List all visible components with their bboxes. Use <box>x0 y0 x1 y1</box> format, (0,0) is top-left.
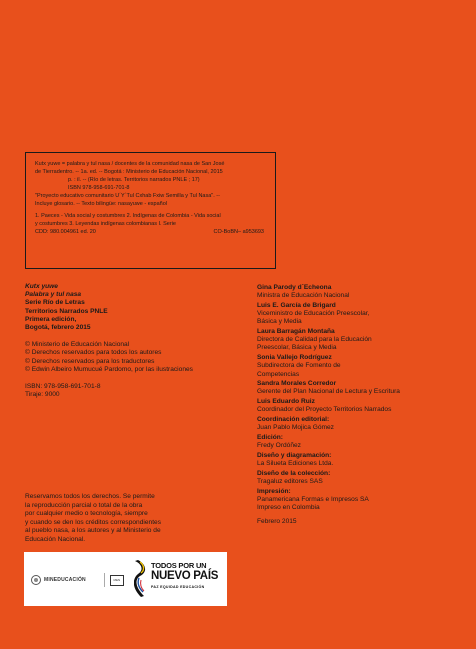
credit-name: Sonia Vallejo Rodríguez <box>257 354 332 362</box>
credit-role: Coordinador del Proyecto Territorios Narrados <box>257 406 392 414</box>
catalog-line: Kutx yuwe = palabra y tul nasa / docentes de la comunidad nasa de San José <box>35 161 225 167</box>
credit-name: Gina Parody d´Echeona <box>257 284 332 291</box>
logo-box <box>24 552 227 606</box>
copyright-line: © Ministerio de Educación Nacional <box>25 341 130 349</box>
edition-place-date: Bogotá, febrero 2015 <box>25 324 91 332</box>
catalog-line: Incluye glosario. -- Texto bilingüe: nasayuwe - español <box>35 201 167 207</box>
campaign-motto: PAZ EQUIDAD EDUCACIÓN <box>151 585 205 589</box>
edition-label: Primera edición, <box>25 315 77 323</box>
credit-name: Diseño de la colección: <box>257 469 331 477</box>
catalog-line: y costumbres 3. Leyendas indígenas colombianas I. Serie <box>35 221 176 227</box>
credit-entry <box>257 380 457 396</box>
flag-ribbon-icon <box>134 558 150 598</box>
copyright-line: © Edwin Albeiro Mumucué Pardomo, por las ilustraciones <box>25 365 193 373</box>
credit-entry <box>257 354 457 379</box>
credit-name: Diseño y diagramación: <box>257 451 332 459</box>
catalog-code: CO-BoBN– a953693 <box>213 229 264 235</box>
rights-notice <box>25 493 185 544</box>
collection-name: Territorios Narrados PNLE <box>25 307 108 315</box>
credit-entry <box>257 302 457 327</box>
campaign-line-1: TODOS POR UN <box>151 561 207 570</box>
catalog-line: p. : il. -- (Río de letras. Territorios narrados PNLE ; 17) <box>68 177 200 183</box>
copyright-line: © Derechos reservados para los traductores <box>25 357 155 365</box>
rights-line: Reservamos todos los derechos. Se permite <box>25 493 155 500</box>
catalog-isbn: ISBN 978-958-691-701-8 <box>68 185 130 191</box>
credit-role: Ministra de Educación Nacional <box>257 292 350 300</box>
logo-divider <box>104 573 105 587</box>
ministry-name: MINEDUCACIÓN <box>44 577 86 583</box>
credit-name: Coordinación editorial: <box>257 416 330 424</box>
rights-line: la reproducción parcial o total de la obra <box>25 501 143 509</box>
book-title: Kutx yuwe <box>25 283 58 290</box>
credit-name: Sandra Morales Corredor <box>257 380 337 388</box>
credit-name: Luis E. García de Brigard <box>257 301 336 309</box>
isbn: ISBN: 978-958-691-701-8 <box>25 383 101 391</box>
credit-entry <box>257 470 457 486</box>
rights-line: por cualquier medio o tecnología, siempre <box>25 510 148 517</box>
credit-entry <box>257 284 457 300</box>
emblem-icon: MEN <box>110 575 124 586</box>
credit-role: Panamericana Formas e Impresos SA <box>257 495 369 503</box>
credit-name: Edición: <box>257 433 284 441</box>
catalog-line: de Tierradentro. -- 1a. ed. -- Bogotá : Ministerio de Educación Nacional, 2015 <box>35 169 223 175</box>
rights-line: al pueblo nasa, a los autores y al Ministerio de <box>25 527 161 534</box>
credit-entry <box>257 434 457 450</box>
print-date: Febrero 2015 <box>257 517 297 525</box>
book-subtitle: Palabra y tul nasa <box>25 291 82 299</box>
credit-role: La Silueta Ediciones Ltda. <box>257 460 334 468</box>
credit-name: Luis Eduardo Ruiz <box>257 398 315 406</box>
credit-name: Laura Barragán Montaña <box>257 328 335 336</box>
credit-role: Directora de Calidad para la Educación Preescolar, Básica y Media <box>257 336 372 352</box>
credit-entry <box>257 488 457 513</box>
credit-entry <box>257 452 457 468</box>
edition-info <box>25 283 235 399</box>
rights-line: Educación Nacional. <box>25 535 86 543</box>
credit-role: Tragaluz editores SAS <box>257 477 323 485</box>
catalog-record <box>25 152 276 269</box>
copyright-line: © Derechos reservados para todos los autores <box>25 349 162 357</box>
credit-role: Subdirectora de Fomento de Competencias <box>257 362 341 378</box>
campaign-logo <box>134 558 226 600</box>
credit-role: Viceministro de Educación Preescolar, Básica y Media <box>257 310 370 326</box>
campaign-line-2: NUEVO PAÍS <box>151 570 219 582</box>
credit-name: Impresión: <box>257 487 291 495</box>
credit-role: Juan Pablo Mojica Gómez <box>257 424 334 432</box>
credit-entry <box>257 328 457 353</box>
credit-entry <box>257 398 457 414</box>
print-run: Tiraje: 9000 <box>25 391 60 399</box>
credit-role: Fredy Ordóñez <box>257 442 301 450</box>
seal-icon <box>31 575 41 585</box>
credit-entry <box>257 416 457 432</box>
credit-role: Gerente del Plan Nacional de Lectura y Escritura <box>257 388 400 396</box>
printed-in: Impreso en Colombia <box>257 504 320 512</box>
catalog-line: 1. Paeces - Vida social y costumbres 2. Indígenas de Colombia - Vida social <box>35 213 221 219</box>
catalog-line: "Proyecto educativo comunitario U´Y´Tul Cxhab Fxiw Semilla y Tul Nasa". -- <box>35 193 220 199</box>
ministry-logo <box>31 571 151 589</box>
rights-line: y cuando se den los créditos correspondientes <box>25 518 161 526</box>
credits <box>257 284 457 526</box>
catalog-cdd: CDD: 980.004961 ed. 20 <box>35 229 96 235</box>
series-name: Serie Río de Letras <box>25 299 85 307</box>
